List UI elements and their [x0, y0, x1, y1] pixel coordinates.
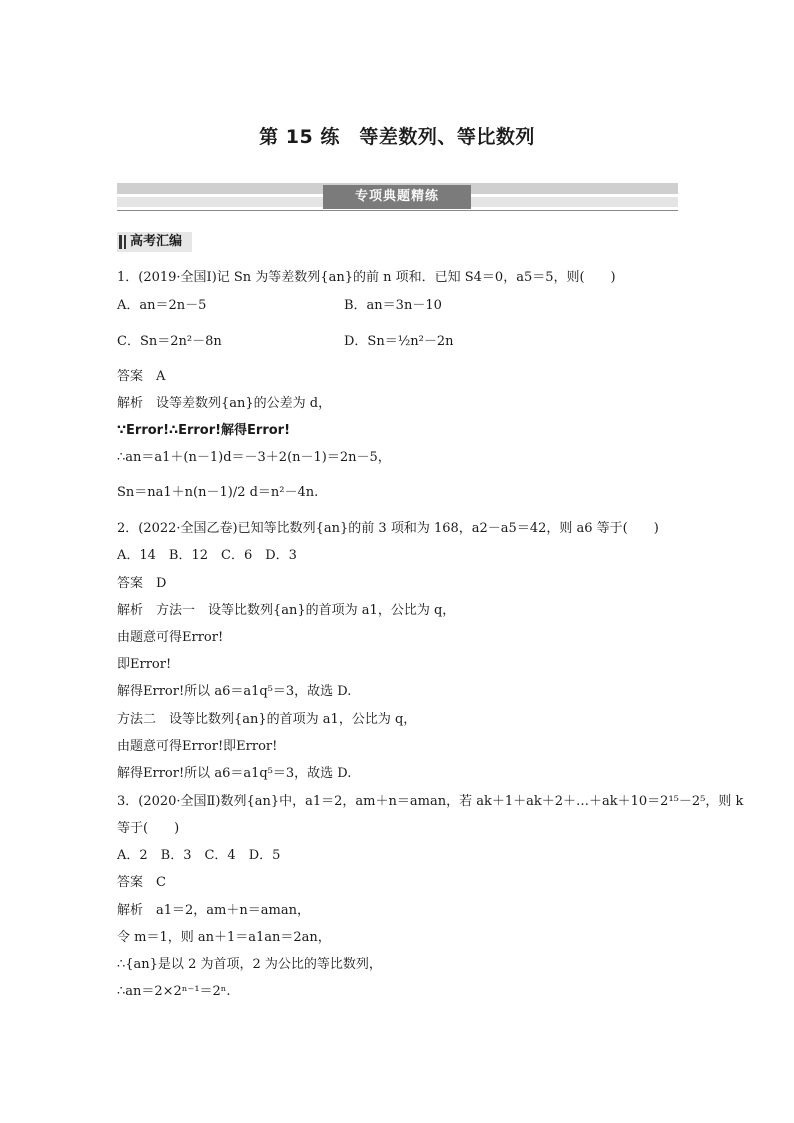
q2-analysis-4: 解得Error!所以 a6＝a1q⁵＝3，故选 D.: [117, 684, 352, 699]
q1-option-d: D．Sn＝½n²－2n: [344, 334, 454, 349]
q1-answer: 答案 A: [117, 369, 166, 384]
q2-analysis-2: 由题意可得Error!: [117, 630, 224, 645]
section-banner: [117, 183, 678, 213]
q3-stem-line-1: 3．(2020·全国Ⅱ)数列{an}中，a1＝2，am＋n＝aman，若 ak＋1＋ak＋2＋…＋ak＋10＝2¹⁵－2⁵，则 k: [117, 794, 744, 809]
q1-option-a: A．an＝2n－5: [117, 298, 207, 313]
q1-option-b: B．an＝3n－10: [344, 298, 442, 313]
q3-analysis-3: ∴{an}是以 2 为首项，2 为公比的等比数列，: [117, 957, 382, 972]
banner-rule: [117, 210, 678, 211]
q3-options: A．2 B．3 C．4 D．5: [117, 848, 281, 863]
q3-analysis-4: ∴an＝2×2ⁿ⁻¹＝2ⁿ.: [117, 984, 231, 999]
q2-options: A．14 B．12 C．6 D．3: [117, 548, 297, 563]
page-title: 第 15 练 等差数列、等比数列: [259, 126, 535, 148]
q1-analysis-2: ∵Error!∴Error!解得Error!: [117, 423, 291, 438]
q1-option-c: C．Sn＝2n²－8n: [117, 334, 222, 349]
q3-analysis-2: 令 m＝1，则 an＋1＝a1an＝2an，: [117, 930, 331, 945]
q3-analysis-1: 解析 a1＝2，am＋n＝aman，: [117, 903, 310, 918]
q1-analysis-4: Sn＝na1＋n(n－1)/2 d＝n²－4n.: [117, 485, 319, 500]
q2-analysis-3: 即Error!: [117, 657, 172, 672]
q1-analysis-1: 解析 设等差数列{an}的公差为 d，: [117, 396, 332, 411]
q2-analysis-7: 解得Error!所以 a6＝a1q⁵＝3，故选 D.: [117, 766, 352, 781]
q2-analysis-5: 方法二 设等比数列{an}的首项为 a1，公比为 q，: [117, 712, 417, 727]
q2-analysis-6: 由题意可得Error!即Error!: [117, 739, 278, 754]
q3-answer: 答案 C: [117, 875, 166, 890]
q2-answer: 答案 D: [117, 576, 167, 591]
q1-analysis-3: ∴an＝a1＋(n－1)d＝－3＋2(n－1)＝2n－5，: [117, 450, 391, 465]
q2-analysis-1: 解析 方法一 设等比数列{an}的首项为 a1，公比为 q，: [117, 603, 456, 618]
banner-label: 专项典题精练: [323, 185, 471, 209]
q3-stem-line-2: 等于( ): [117, 821, 180, 836]
q1-stem: 1．(2019·全国Ⅰ)记 Sn 为等差数列{an}的前 n 项和．已知 S4＝0，a5＝5，则( ): [117, 270, 616, 285]
section-tag: 高考汇编: [117, 232, 192, 252]
q2-stem: 2．(2022·全国乙卷)已知等比数列{an}的前 3 项和为 168，a2－a5＝42，则 a6 等于( ): [117, 521, 659, 536]
